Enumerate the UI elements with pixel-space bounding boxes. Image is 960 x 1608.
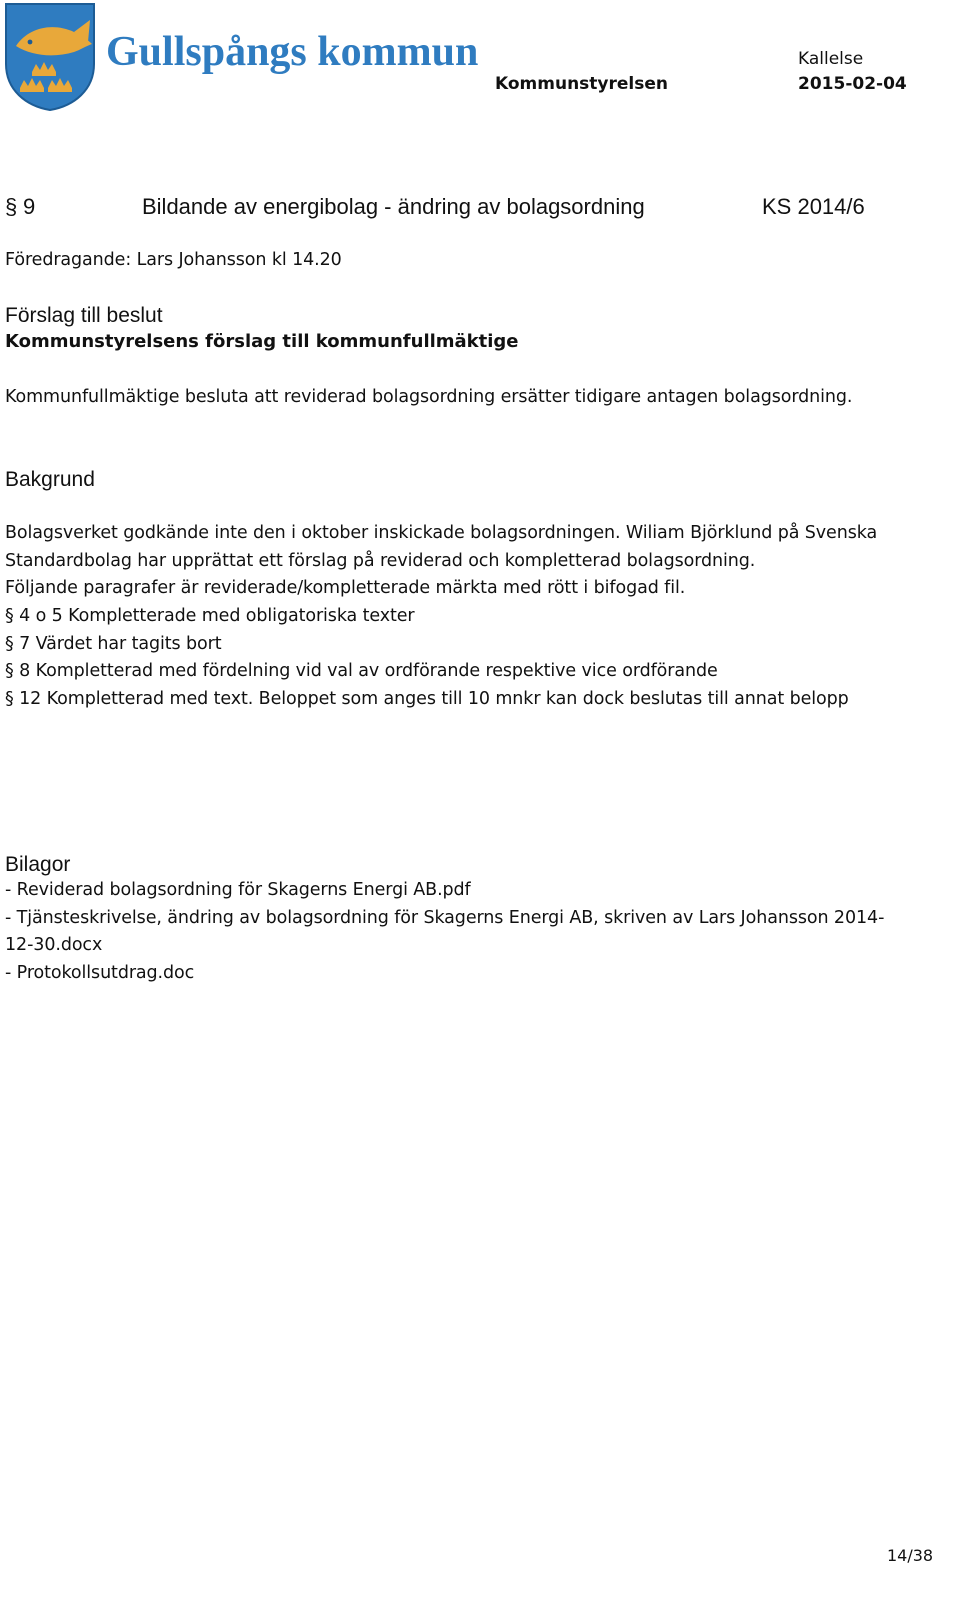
background-heading: Bakgrund: [5, 468, 95, 491]
background-line: Följande paragrafer är reviderade/kompletterade märkta med rött i bifogad fil.: [5, 578, 686, 598]
background-line: Bolagsverket godkände inte den i oktober inskickade bolagsordningen. Wiliam Björklund på Svenska: [5, 523, 878, 543]
attachment-item: - Tjänsteskrivelse, ändring av bolagsordning för Skagerns Energi AB, skriven av Lars Johansson 2014-: [5, 908, 885, 928]
proposal-heading: Förslag till beslut: [5, 304, 163, 327]
municipality-logo-text: Gullspångs kommun: [106, 29, 479, 75]
paragraph-change-item: § 12 Kompletterad med text. Beloppet som anges till 10 mnkr kan dock beslutas till annat belopp: [5, 689, 849, 709]
attachment-item-continued: 12-30.docx: [5, 935, 103, 955]
attachment-item: - Protokollsutdrag.doc: [5, 963, 195, 983]
section-number: 9: [23, 194, 36, 219]
committee-name: Kommunstyrelsen: [495, 74, 669, 94]
case-number: KS 2014/6: [762, 194, 865, 219]
background-line: Standardbolag har upprättat ett förslag på reviderad och kompletterad bolagsordning.: [5, 551, 756, 571]
page-number: 14/38: [887, 1546, 934, 1565]
section-symbol: §: [5, 194, 18, 219]
paragraph-change-item: § 4 o 5 Kompletterade med obligatoriska texter: [5, 606, 415, 626]
proposal-subheading: Kommunstyrelsens förslag till kommunfullmäktige: [5, 331, 519, 352]
municipality-crest: [4, 2, 96, 112]
paragraph-change-item: § 8 Kompletterad med fördelning vid val av ordförande respektive vice ordförande: [5, 661, 718, 681]
paragraph-change-item: § 7 Värdet har tagits bort: [5, 634, 222, 654]
attachment-item: - Reviderad bolagsordning för Skagerns Energi AB.pdf: [5, 880, 471, 900]
attachments-heading: Bilagor: [5, 853, 71, 876]
section-title: Bildande av energibolag - ändring av bolagsordning: [142, 194, 645, 219]
presenter-line: Föredragande: Lars Johansson kl 14.20: [5, 250, 342, 270]
meeting-date: 2015-02-04: [798, 74, 907, 94]
proposal-text: Kommunfullmäktige besluta att reviderad bolagsordning ersätter tidigare antagen bolagsordning.: [5, 387, 853, 407]
document-type: Kallelse: [798, 49, 864, 69]
